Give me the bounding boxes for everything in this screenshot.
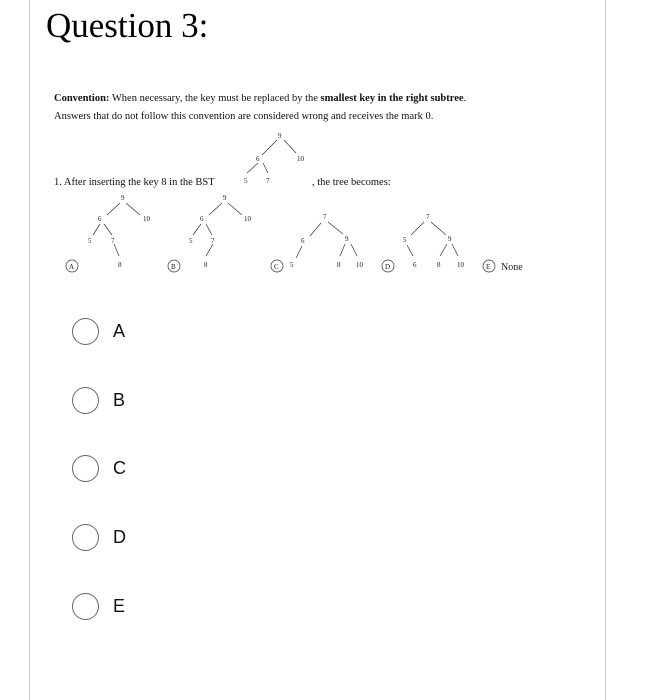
convention-bold: smallest key in the right subtree	[320, 93, 464, 104]
option-label-a: A	[113, 320, 126, 341]
convention-text-1: When necessary, the key must be replaced by the	[111, 93, 318, 104]
choice-badge-a: A	[69, 263, 75, 271]
tree-node: 6	[413, 261, 417, 269]
option-c[interactable]	[72, 453, 126, 483]
tree-node: 10	[143, 215, 150, 223]
convention-end: .	[463, 93, 467, 104]
choice-tree-d	[382, 213, 465, 272]
choice-badge-d: D	[385, 263, 391, 271]
tree-node: 7	[323, 213, 327, 221]
bst-node-root: 9	[278, 132, 282, 140]
question-stem: 1. After inserting the key 8 in the BST	[54, 177, 215, 188]
option-label-c: C	[113, 457, 126, 478]
tree-node: 7	[426, 213, 430, 221]
choice-tree-c	[271, 213, 364, 272]
radio-button-b[interactable]	[72, 387, 99, 414]
tree-node: 8	[204, 261, 208, 269]
tree-node: 5	[189, 237, 193, 245]
bst-node: 7	[266, 177, 270, 185]
initial-bst	[244, 132, 305, 185]
question-stem-suffix: , the tree becomes:	[312, 177, 391, 188]
tree-node: 7	[111, 237, 115, 245]
choice-tree-b	[168, 194, 252, 272]
tree-node: 6	[98, 215, 102, 223]
question-title: Question 3:	[46, 6, 209, 45]
tree-node: 10	[244, 215, 251, 223]
bst-node: 5	[244, 177, 248, 185]
tree-node: 5	[88, 237, 92, 245]
bst-figures	[0, 0, 647, 300]
tree-node: 10	[356, 261, 363, 269]
choice-badge-e: E	[486, 263, 491, 271]
choice-e	[483, 260, 523, 273]
convention-label: Convention:	[54, 93, 110, 104]
radio-button-c[interactable]	[72, 455, 99, 482]
tree-node: 6	[301, 237, 305, 245]
tree-node: 5	[403, 236, 407, 244]
tree-node: 6	[200, 215, 204, 223]
option-label-e: E	[113, 595, 126, 616]
choice-tree-a	[66, 194, 151, 272]
tree-node: 9	[223, 194, 227, 202]
convention-line2: Answers that do not follow this convention are considered wrong and receives the mark 0.	[54, 111, 434, 122]
option-e[interactable]	[72, 591, 125, 621]
tree-node: 5	[290, 261, 294, 269]
tree-node: 7	[211, 237, 215, 245]
choice-badge-b: B	[171, 263, 176, 271]
option-a[interactable]	[72, 316, 125, 346]
tree-node: 9	[448, 235, 452, 243]
choice-e-text: None	[501, 262, 523, 273]
choice-badge-c: C	[274, 263, 279, 271]
tree-node: 8	[337, 261, 341, 269]
bst-node: 10	[297, 155, 304, 163]
option-d[interactable]	[72, 522, 126, 552]
option-label-b: B	[113, 389, 126, 410]
tree-node: 9	[345, 235, 349, 243]
radio-button-d[interactable]	[72, 524, 99, 551]
radio-button-a[interactable]	[72, 318, 99, 345]
tree-node: 9	[121, 194, 125, 202]
bst-node: 6	[256, 155, 260, 163]
radio-button-e[interactable]	[72, 593, 99, 620]
option-label-d: D	[113, 526, 126, 547]
tree-node: 10	[457, 261, 464, 269]
tree-node: 8	[118, 261, 122, 269]
tree-node: 8	[437, 261, 441, 269]
option-b[interactable]	[72, 385, 125, 415]
